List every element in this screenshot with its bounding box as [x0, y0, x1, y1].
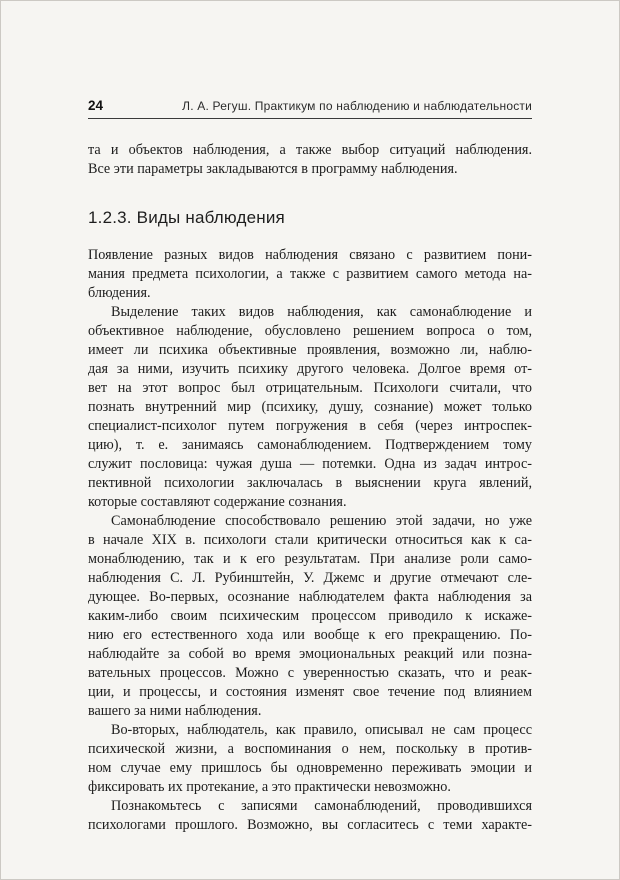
paragraph [88, 303, 532, 512]
text-line: Познакомьтесь с записями самонаблюдений, проводившихся [111, 798, 532, 814]
text-line: блюдения. [88, 285, 151, 301]
text-line: психической жизни, а воспоминания о нем, поскольку в против- [88, 741, 532, 757]
text-line: Самонаблюдение способствовало решению этой задачи, но уже [111, 513, 532, 529]
text-line: мания предмета психологии, а также с развитием самого метода на- [88, 266, 532, 282]
header-rule [88, 118, 532, 119]
text-line: та и объектов наблюдения, а также выбор ситуаций наблюдения. [88, 142, 532, 158]
text-line: в начале XIX в. психологи стали критически относиться как к са- [88, 532, 532, 548]
text-line: фиксировать их протекание, а это практически невозможно. [88, 779, 451, 795]
text-line: Выделение таких видов наблюдения, как самонаблюдение и [111, 304, 532, 320]
text-line: дая за ними, изучить психику другого человека. Долгое время от- [88, 361, 532, 377]
paragraph [88, 797, 532, 835]
paragraphs-container [88, 246, 532, 835]
text-line: специалист-психолог путем погружения в себя (через интроспек- [88, 418, 532, 434]
text-line: объективное наблюдение, обусловлено решением вопроса о том, [88, 323, 532, 339]
text-line: цию), т. е. занимаясь самонаблюдением. Подтверждением тому [88, 437, 532, 453]
text-line: монаблюдению, так и к его результатам. При анализе роли само- [88, 551, 532, 567]
text-line: каким-либо своим психическим процессом приводило к искаже- [88, 608, 532, 624]
page-content [1, 1, 619, 835]
text-line: нию его естественного хода или вообще к его прекращению. По- [88, 627, 532, 643]
text-line: которые составляют содержание сознания. [88, 494, 347, 510]
text-line: вет на этот вопрос был отрицательным. Психологи считали, что [88, 380, 532, 396]
text-line: дующее. Во-первых, осознание наблюдателем факта наблюдения за [88, 589, 532, 605]
paragraph [88, 721, 532, 797]
text-line: имеет ли психика объективные проявления, возможно ли, наблю- [88, 342, 532, 358]
page-body [88, 141, 532, 835]
text-line: вашего за ними наблюдения. [88, 703, 262, 719]
text-line: ном случае ему пришлось бы одновременно переживать эмоции и [88, 760, 532, 776]
intro-paragraph-container [88, 141, 532, 179]
paragraph [88, 141, 532, 179]
section-heading: 1.2.3. Виды наблюдения [88, 208, 285, 227]
text-line: Появление разных видов наблюдения связано с развитием пони- [88, 247, 532, 263]
text-line: наблюдения С. Л. Рубинштейн, У. Джемс и другие отмечают сле- [88, 570, 532, 586]
text-line: ции, и процессы, и состояния изменят свое течение под влиянием [88, 684, 532, 700]
paragraph [88, 246, 532, 303]
text-line: пективной психологии заключалась в выяснении круга явлений, [88, 475, 532, 491]
page-header [88, 98, 532, 113]
running-title: Л. А. Регуш. Практикум по наблюдению и наблюдательности [182, 99, 532, 113]
page-number: 24 [88, 98, 104, 113]
text-line: познать внутренний мир (психику, душу, сознание) может только [88, 399, 532, 415]
text-line: вательных процессов. Можно с уверенностью сказать, что и реак- [88, 665, 532, 681]
text-line: Во-вторых, наблюдатель, как правило, описывал не сам процесс [111, 722, 532, 738]
text-line: служит пословица: чужая душа — потемки. Одна из задач интрос- [88, 456, 532, 472]
text-line: наблюдайте за собой во время эмоциональных реакций или позна- [88, 646, 532, 662]
text-line: Все эти параметры закладываются в программу наблюдения. [88, 161, 458, 177]
paragraph [88, 512, 532, 721]
text-line: психологами прошлого. Возможно, вы согласитесь с теми характе- [88, 817, 532, 833]
